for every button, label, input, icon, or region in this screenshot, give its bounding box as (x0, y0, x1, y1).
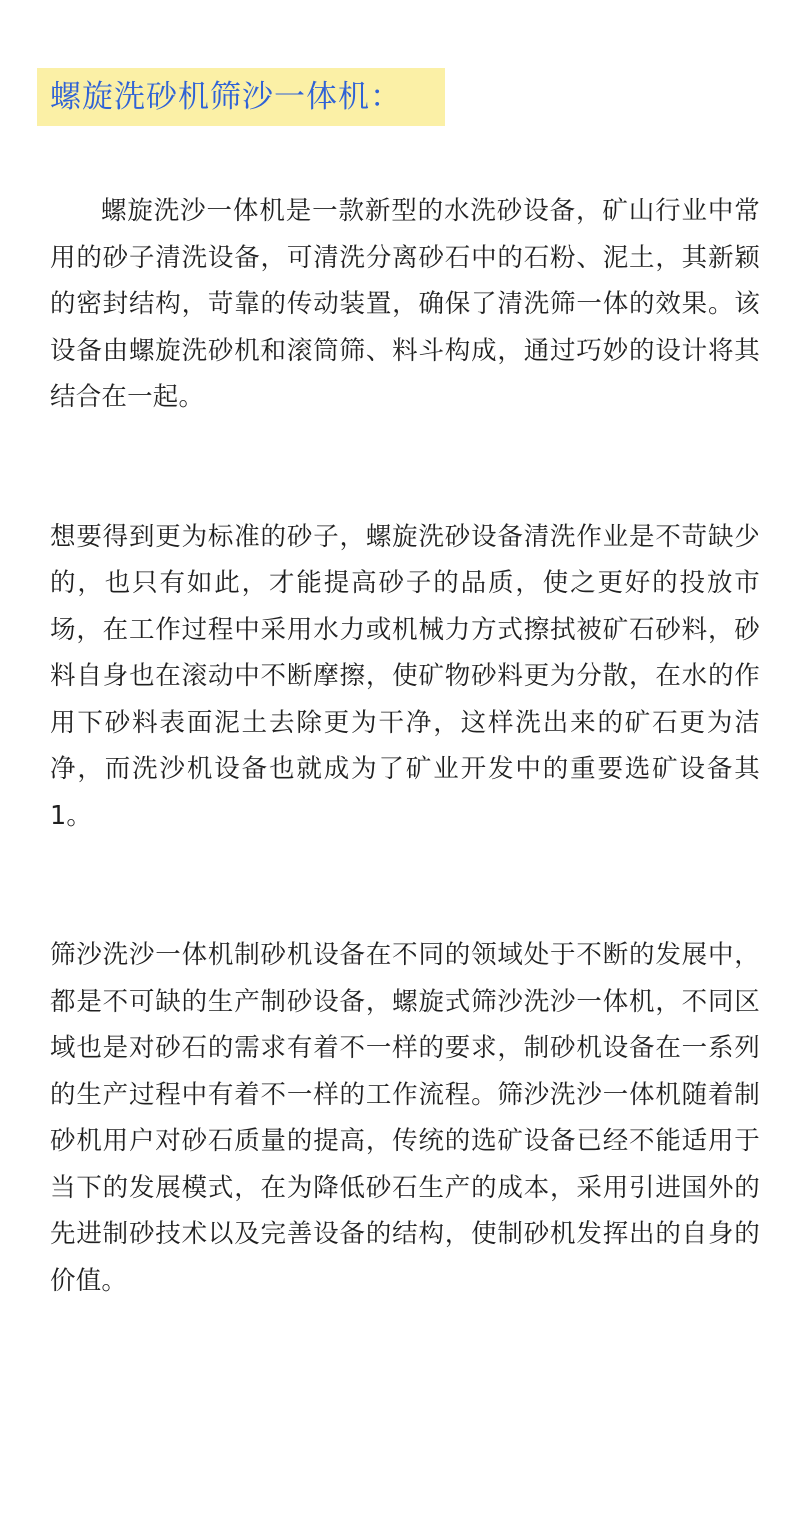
paragraph-intro: 螺旋洗沙一体机是一款新型的水洗砂设备，矿山行业中常用的砂子清洗设备，可清洗分离砂石中的石粉、泥土，其新颖的密封结构，苛靠的传动装置，确保了清洗筛一体的效果。该设备由螺旋洗砂机和滚筒筛、料斗构成，通过巧妙的设计将其结合在一起。 (50, 196, 760, 412)
paragraph-cleaning-importance: 想要得到更为标准的砂子，螺旋洗砂设备清洗作业是不苛缺少的，也只有如此，才能提高砂子的品质，使之更好的投放市场，在工作过程中采用水力或机械力方式擦拭被矿石砂料，砂料自身也在滚动中不断摩擦，使矿物砂料更为分散，在水的作用下砂料表面泥土去除更为干净，这样洗出来的矿石更为洁净，而洗沙机设备也就成为了矿业开发中的重要选矿设备其1。 (50, 521, 760, 831)
document-title: 螺旋洗砂机筛沙一体机： (50, 78, 402, 115)
document-body (50, 188, 760, 1304)
title-banner (37, 68, 445, 126)
paragraph-development: 筛沙洗沙一体机制砂机设备在不同的领域处于不断的发展中，都是不可缺的生产制砂设备，螺旋式筛沙洗沙一体机，不同区域也是对砂石的需求有着不一样的要求，制砂机设备在一系列的生产过程中有着不一样的工作流程。筛沙洗沙一体机随着制砂机用户对砂石质量的提高，传统的选矿设备已经不能适用于当下的发展模式，在为降低砂石生产的成本，采用引进国外的先进制砂技术以及完善设备的结构，使制砂机发挥出的自身的价值。 (50, 940, 760, 1296)
